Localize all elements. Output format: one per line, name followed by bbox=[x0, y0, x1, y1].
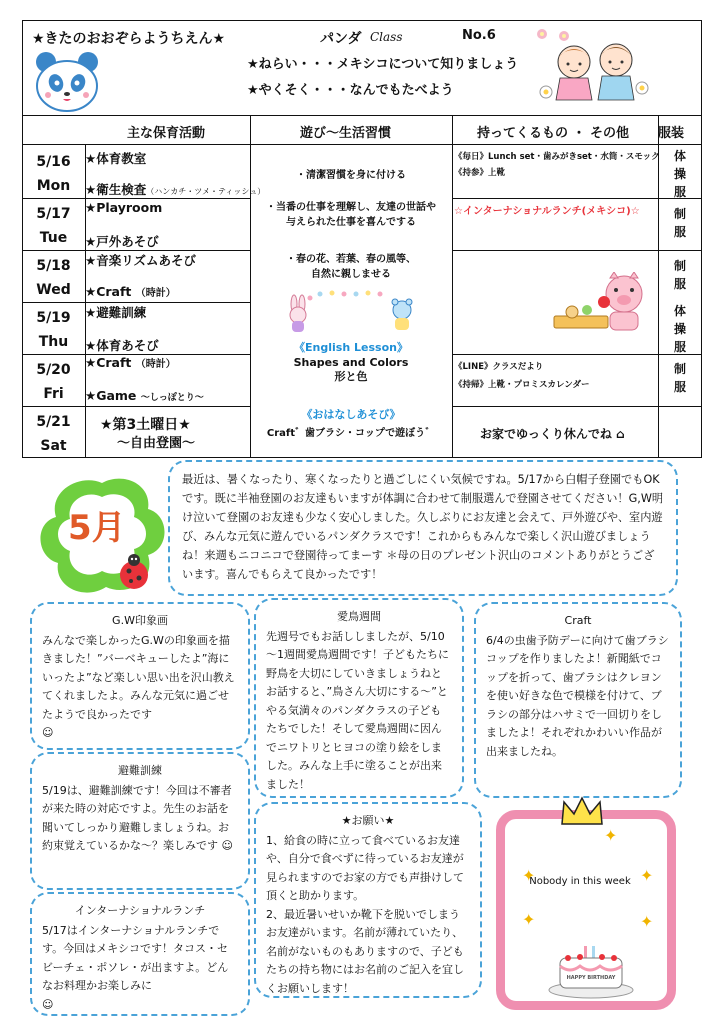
request-bubble bbox=[254, 802, 482, 998]
activity-note: ～しっぽとり～ bbox=[140, 393, 204, 403]
grid-line bbox=[22, 406, 250, 407]
weekday: Fri bbox=[43, 386, 64, 402]
smile-icon: ☺ bbox=[218, 839, 233, 852]
activity: ★体育教室 bbox=[85, 151, 147, 166]
craft-bubble bbox=[474, 602, 682, 798]
sparkle-icon: ✦ bbox=[640, 866, 654, 885]
activity-label: ★Game bbox=[85, 388, 137, 403]
clothing: 体 操 服 bbox=[673, 149, 686, 199]
activity: ★第3土曜日★ bbox=[100, 417, 191, 433]
cake-illustration bbox=[546, 944, 636, 1000]
drill-body: 5/19は、避難訓練です！今回は不審者が来た時の対応ですよ。先生のお話を聞いてしっかり避難しましょうね。お約束覚えているかな～？楽しみです bbox=[42, 783, 232, 852]
day-cell bbox=[22, 202, 85, 246]
ohanashi-body: Craft゛歯ブラシ・コップで遊ぼう゛ bbox=[266, 428, 436, 439]
request-body: 1、給食の時に立って食べているお友達や、自分で食べずに待っているお友達が見られますのでお家の方でも声掛けして頂くと助かります。 2、最近暑いせいか靴下を脱いでしまうお友達がいます。名前が薄れていたり、名前がないものもありますので、子どもたちの持ち物にはお名前のご記入を宜しくお願いします！ bbox=[266, 833, 464, 995]
activity bbox=[85, 388, 204, 403]
gw-title: G.W印象画 bbox=[112, 614, 168, 627]
smile-icon: ☺ bbox=[42, 997, 54, 1011]
header-activities: 主な保育活動 bbox=[127, 126, 206, 141]
kindergarten-name: ★きたのおおぞらようちえん★ bbox=[32, 31, 226, 47]
sparkle-icon: ✦ bbox=[522, 866, 536, 885]
smile-icon: ☺ bbox=[42, 726, 54, 739]
crown-icon bbox=[560, 796, 604, 826]
grid-line bbox=[452, 250, 702, 251]
activity bbox=[85, 284, 176, 299]
cake-text: HAPPY BIRTHDAY bbox=[566, 975, 616, 981]
activity-note: （ハンカチ・ツメ・ティッシュ） bbox=[146, 187, 266, 196]
request-title: ★お願い★ bbox=[341, 814, 395, 827]
sparkle-icon: ✦ bbox=[522, 910, 536, 929]
bird-week-title: 愛鳥週間 bbox=[337, 610, 381, 623]
date: 5/20 bbox=[36, 362, 71, 378]
items-bring: 《持参》上靴 bbox=[454, 168, 506, 178]
drill-title: 避難訓練 bbox=[118, 764, 162, 777]
date: 5/17 bbox=[36, 206, 71, 222]
birthday-text: Nobody in this week bbox=[529, 876, 631, 887]
animal-illustration bbox=[270, 288, 430, 334]
ohanashi-title: 《おはなしあそび》 bbox=[301, 408, 401, 421]
day-cell bbox=[22, 358, 85, 402]
activity: ★Playroom bbox=[85, 200, 163, 215]
grid-line bbox=[452, 406, 702, 407]
drill-bubble bbox=[30, 752, 250, 890]
clothing: 制 服 bbox=[673, 362, 686, 394]
date: 5/16 bbox=[36, 154, 71, 170]
day-cell bbox=[22, 306, 85, 350]
items-daily: 《毎日》Lunch set・歯みがきset・水筒・スモック bbox=[454, 152, 660, 162]
weekday: Wed bbox=[36, 282, 71, 298]
day-cell bbox=[22, 150, 85, 194]
aim-text: ★ねらい・・・メキシコについて知りましょう bbox=[247, 57, 519, 72]
activity-label: ★Craft bbox=[85, 355, 132, 370]
sparkle-icon: ✦ bbox=[604, 826, 618, 845]
activity bbox=[85, 355, 176, 370]
issue-number: No.6 bbox=[462, 28, 496, 43]
weekday: Thu bbox=[38, 334, 69, 350]
items-return: 《持帰》上靴・プロミスカレンダー bbox=[454, 380, 590, 390]
panda-illustration bbox=[32, 50, 102, 112]
craft-title: Craft bbox=[564, 614, 592, 627]
gw-body: みんなで楽しかったG.Wの印象画を描きました！”バーベキューしたよ”海にいったよ”など楽しい思い出を沢山教えてくれましたよ。みんな元気に過ごせたようで良かったです bbox=[42, 633, 235, 721]
bird-week-bubble bbox=[254, 598, 464, 798]
clothing: 制 服 bbox=[673, 207, 686, 239]
clothing: 制 服 bbox=[673, 259, 686, 291]
activity-note: （時計） bbox=[135, 359, 176, 370]
pig-illustration bbox=[552, 272, 652, 334]
english-body: Shapes and Colors 形と色 bbox=[293, 356, 409, 383]
gw-bubble bbox=[30, 602, 250, 750]
activity bbox=[85, 180, 265, 198]
date: 5/21 bbox=[36, 414, 71, 430]
activity: ★避難訓練 bbox=[85, 305, 147, 320]
intl-lunch-title: インターナショナルランチ bbox=[74, 904, 206, 917]
day-cell bbox=[22, 410, 85, 454]
habit-text: ・清潔習慣を身に付ける bbox=[296, 170, 406, 181]
grid-line bbox=[22, 198, 250, 199]
activity: ～自由登園～ bbox=[117, 436, 196, 451]
class-label: Class bbox=[370, 30, 403, 44]
habit-text: ・当番の仕事を理解し、友達の世話や 与えられた仕事を喜んでする bbox=[266, 202, 436, 228]
main-message-bubble bbox=[168, 460, 678, 596]
bird-week-body: 先週号でもお話ししましたが、5/10～1週間愛鳥週間です！子どもたちに野鳥を大切にしていきましょうねとお話すると、”鳥さん大切にする～”とやる気満々のパンダクラスの子どもたちでした！そして愛鳥週間に因んでニワトリとヒヨコの塗り絵をしました。みんな上手に塗ることが出来ました！ bbox=[266, 629, 449, 791]
weekday: Mon bbox=[36, 178, 71, 194]
activity-label: ★Craft bbox=[85, 284, 132, 299]
header-items: 持ってくるもの ・ その他 bbox=[477, 126, 630, 141]
main-message: 最近は、暑くなったり、寒くなったりと過ごしにくい気候ですね。5/17から白帽子登園でもOKです。既に半袖登園のお友達もいますが体調に合わせて制服選んで登園させてください！G,W明け泣いて登園のお友達も少なく安心しました。久しぶりにお友達と会えて、戸外遊びや、室内遊び、みんな元気に遊んでいるパンダクラスです！これからもみんなで楽しく沢山遊びましょうね！来週もニコニコで登園待ってまーす ＊母の日のプレゼント沢山のコメントありがとうございます。喜んでもらえて良かったです！ bbox=[182, 473, 664, 581]
rest-text: お家でゆっくり休んでね bbox=[480, 427, 612, 441]
header-clothing: 服装 bbox=[658, 126, 685, 141]
lunch-notice: ☆インターナショナルランチ(メキシコ)☆ bbox=[454, 206, 640, 217]
intl-lunch-body: 5/17はインターナショナルランチです。今回はメキシコです！タコス・セビーチェ・ポソレ・が出ますよ。どんなお料理かお楽しみに bbox=[42, 923, 229, 992]
intl-lunch-bubble bbox=[30, 892, 250, 1016]
promise-text: ★やくそく・・・なんでもたべよう bbox=[247, 83, 454, 98]
day-cell bbox=[22, 254, 85, 298]
date: 5/18 bbox=[36, 258, 71, 274]
house-icon: ⌂ bbox=[616, 427, 625, 441]
craft-body: 6/4の虫歯予防デーに向けて歯ブラシコップを作りましたよ！新聞紙でコップを折って、歯ブラシはクレヨンを使い好きな色で模様を付けて、ブラシの部分はハサミで一回切りをしましたよ！それぞれかわいい作品が出来ましたね。 bbox=[486, 633, 669, 758]
header bbox=[22, 20, 702, 116]
weekday: Tue bbox=[39, 230, 68, 246]
class-name: パンダ bbox=[320, 31, 362, 47]
header-play: 遊び～生活習慣 bbox=[300, 126, 392, 141]
activity: ★戸外あそび bbox=[85, 234, 159, 249]
children-illustration bbox=[534, 26, 654, 108]
newsletter bbox=[22, 20, 698, 1011]
month-label: 5月 bbox=[68, 508, 126, 548]
clothing: 体 操 服 bbox=[673, 304, 686, 354]
activity: ★体育あそび bbox=[85, 338, 159, 353]
activity-note: （時計） bbox=[135, 288, 176, 299]
date: 5/19 bbox=[36, 310, 71, 326]
habit-text: ・春の花、若葉、春の風等、 自然に親しませる bbox=[286, 254, 416, 280]
activity-label: ★衛生検査 bbox=[85, 182, 147, 197]
weekday: Sat bbox=[40, 438, 67, 454]
rest-message bbox=[480, 425, 625, 442]
items-line: 《LINE》クラスだより bbox=[454, 362, 544, 372]
sparkle-icon: ✦ bbox=[640, 912, 654, 931]
activity: ★音楽リズムあそび bbox=[85, 253, 196, 268]
english-title: 《English Lesson》 bbox=[294, 341, 408, 354]
table-header bbox=[22, 116, 702, 145]
